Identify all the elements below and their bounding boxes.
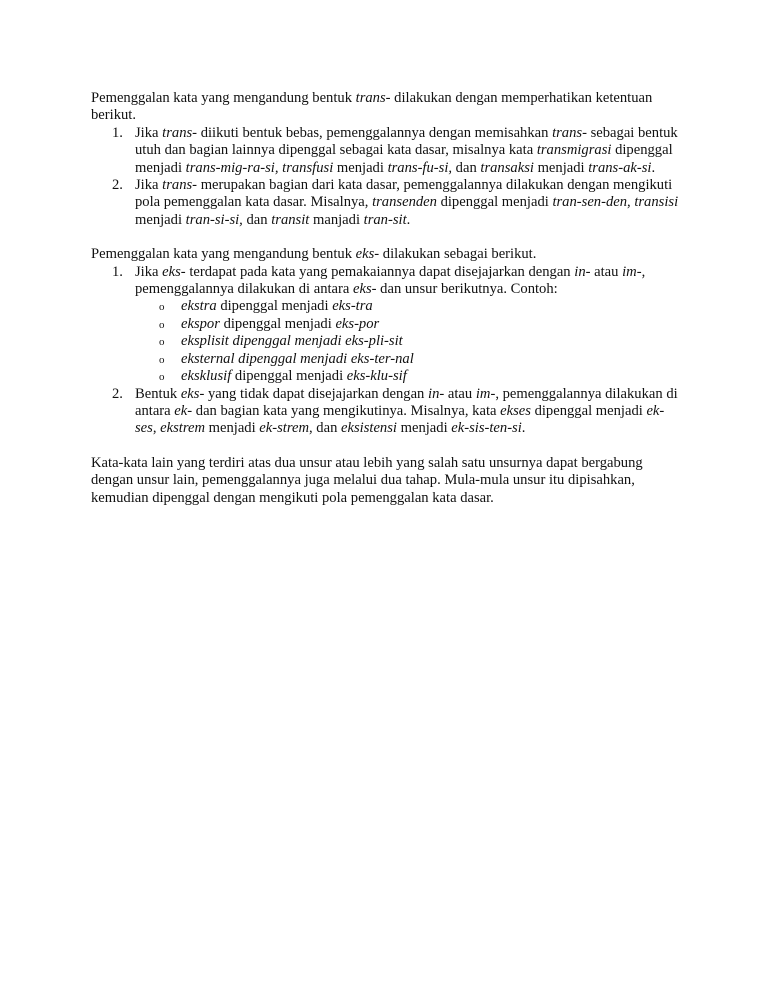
circle-bullet-icon: o	[159, 371, 165, 384]
eks-rule-2: 2. Bentuk eks- yang tidak dapat disejajarkan dengan in- atau im-, pemenggalannya dilakukan di antara ek- dan bagian kata yang mengikutinya. Misalnya, kata ekses dipenggal menjadi ek-ses, ekstrem menjadi ek-strem, dan eksistensi menjadi ek-sis-ten-si.	[112, 385, 678, 437]
italic-term: eks-	[355, 246, 380, 263]
trans-rule-2: 2. Jika trans- merupakan bagian dari kata dasar, pemenggalannya dilakukan dengan mengikuti pola pemenggalan kata dasar. Misalnya, transenden dipenggal menjadi tran-sen-den, transisi menjadi tran-si-si, dan transit manjadi tran-sit.	[112, 177, 679, 228]
circle-bullet-icon: o	[159, 353, 165, 366]
trans-rules-list	[91, 125, 681, 229]
circle-bullet-icon: o	[159, 318, 165, 331]
circle-bullet-icon: o	[159, 336, 165, 349]
italic-term: trans-	[355, 90, 391, 106]
document-page	[91, 90, 681, 507]
list-number: 2.	[112, 385, 123, 402]
list-number: 2.	[112, 177, 123, 194]
eks-examples-list	[135, 298, 681, 385]
circle-bullet-icon: o	[159, 301, 165, 314]
trans-intro-paragraph: Pemenggalan kata yang mengandung bentuk trans- dilakukan dengan memperhatikan ketentuan berikut.	[91, 90, 653, 124]
list-item: o ekstra dipenggal menjadi eks-tra	[135, 298, 681, 315]
list-number: 1.	[112, 124, 123, 141]
list-item: o eksternal dipenggal menjadi eks-ter-nal	[135, 351, 681, 368]
eks-rules-list	[91, 264, 681, 438]
eks-intro-paragraph: Pemenggalan kata yang mengandung bentuk eks- dilakukan sebagai berikut.	[91, 246, 537, 263]
list-item: o ekspor dipenggal menjadi eks-por	[135, 316, 681, 333]
eks-rule-1: 1. Jika eks- terdapat pada kata yang pemakaiannya dapat disejajarkan dengan in- atau im-, pemenggalannya dilakukan di antara eks- dan unsur berikutnya. Contoh: o ekstra dipenggal menjadi eks-tra o ekspor dipenggal menjadi eks-por o eksplisit dipenggal menjadi eks-pli-sit o eksternal dipenggal menjadi eks-ter-nal o eksklusif dipenggal menjadi eks-klu-sif	[91, 264, 681, 386]
list-number: 1.	[112, 263, 123, 280]
list-item: o eksplisit dipenggal menjadi eks-pli-sit	[135, 333, 681, 350]
closing-paragraph: Kata-kata lain yang terdiri atas dua unsur atau lebih yang salah satu unsurnya dapat bergabung dengan unsur lain, pemenggalannya juga melalui dua tahap. Mula-mula unsur itu dipisahkan, kemudian dipenggal dengan mengikuti pola pemenggalan kata dasar.	[91, 454, 643, 506]
trans-rule-1: 1. Jika trans- diikuti bentuk bebas, pemenggalannya dengan memisahkan trans- sebagai bentuk utuh dan bagian lainnya dipenggal sebagai kata dasar, misalnya kata transmigrasi dipenggal menjadi trans-mig-ra-si, transfusi menjadi trans-fu-si, dan transaksi menjadi trans-ak-si.	[112, 124, 678, 176]
list-item: o eksklusif dipenggal menjadi eks-klu-sif	[135, 368, 681, 385]
